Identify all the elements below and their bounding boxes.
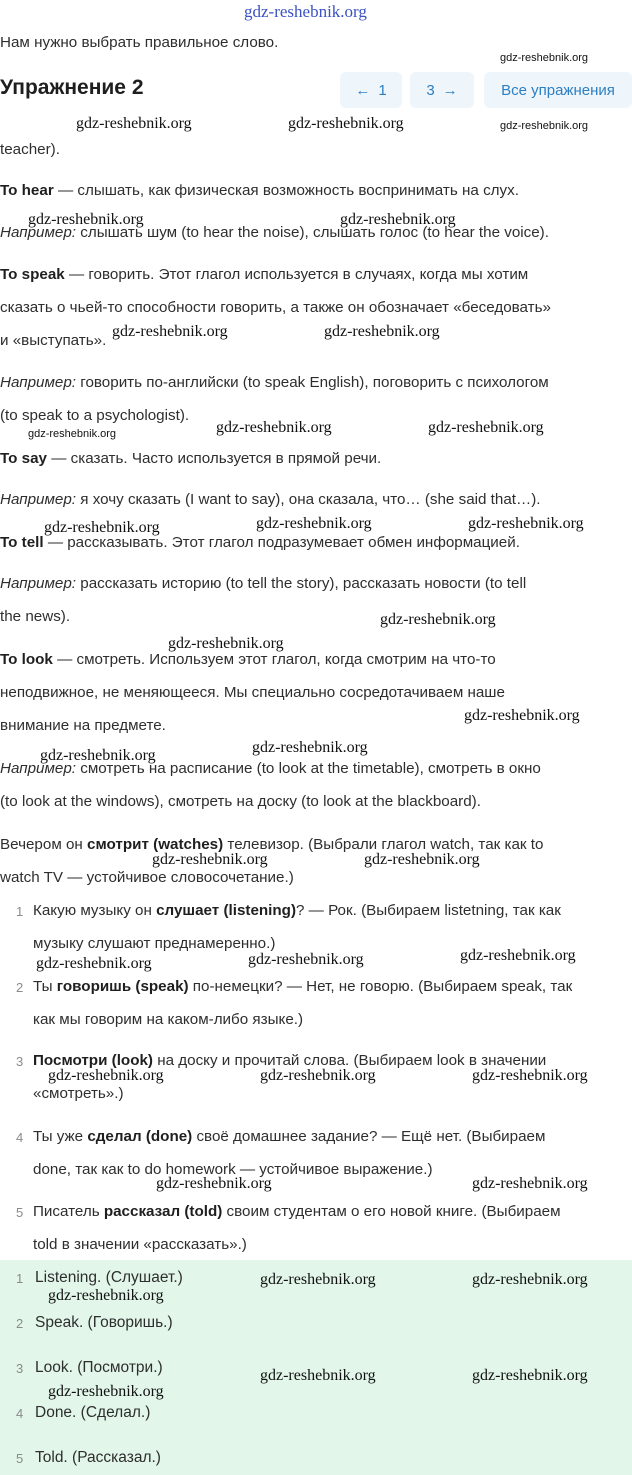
example-line — [0, 575, 526, 592]
text-part: своё домашнее задание? — Ещё нет. (Выбираем — [192, 1128, 546, 1145]
example-text: смотреть на расписание (to look at the timetable), смотреть в окно — [76, 760, 541, 777]
answer-number: 5 — [16, 1451, 24, 1466]
list-item-continuation: как мы говорим на каком-либо языке.) — [33, 1011, 304, 1028]
term-look: To look — [0, 651, 53, 668]
example-text: говорить по-английски (to speak English), поговорить с психологом — [76, 374, 549, 391]
watermark: gdz-reshebnik.org — [156, 1175, 272, 1192]
prev-exercise-label: 1 — [378, 81, 387, 99]
list-item — [33, 978, 572, 995]
highlight-word: сделал (done) — [87, 1128, 193, 1145]
watermark: gdz-reshebnik.org — [48, 1383, 164, 1400]
watermark: gdz-reshebnik.org — [252, 739, 368, 756]
watermark: gdz-reshebnik.org — [340, 211, 456, 228]
item-number: 5 — [16, 1205, 24, 1220]
text-line — [0, 450, 381, 467]
watermark: gdz-reshebnik.org — [500, 52, 589, 64]
answer-number: 2 — [16, 1316, 24, 1331]
answer-item: Listening. (Слушает.) — [35, 1269, 183, 1286]
watermark: gdz-reshebnik.org — [256, 515, 372, 532]
watermark: gdz-reshebnik.org — [468, 515, 584, 532]
watermark: gdz-reshebnik.org — [244, 2, 367, 21]
watermark: gdz-reshebnik.org — [48, 1287, 164, 1304]
watermark: gdz-reshebnik.org — [28, 211, 144, 228]
list-item — [33, 902, 561, 919]
definition: — слышать, как физическая возможность воспринимать на слух. — [53, 182, 519, 199]
text-line: внимание на предмете. — [0, 717, 166, 734]
text-part: по-немецки? — Нет, не говорю. (Выбираем speak, так — [188, 978, 573, 995]
watermark: gdz-reshebnik.org — [288, 115, 404, 132]
intro-text: Нам нужно выбрать правильное слово. — [0, 34, 279, 51]
list-item-continuation: музыку слушают преднамеренно.) — [33, 935, 276, 952]
text-line — [0, 182, 519, 199]
text-part: Писатель — [33, 1203, 104, 1220]
list-item — [33, 1128, 545, 1145]
list-item-continuation: «смотреть».) — [33, 1085, 124, 1102]
highlight-word: рассказал (told) — [103, 1203, 223, 1220]
watermark: gdz-reshebnik.org — [472, 1067, 588, 1084]
watermark: gdz-reshebnik.org — [324, 323, 440, 340]
text-line — [0, 266, 528, 283]
watermark: gdz-reshebnik.org — [472, 1175, 588, 1192]
watermark: gdz-reshebnik.org — [380, 611, 496, 628]
list-item-continuation: done, так как to do homework — устойчивое выражение.) — [33, 1161, 433, 1178]
text-line: watch TV — устойчивое словосочетание.) — [0, 869, 294, 886]
watermark: gdz-reshebnik.org — [248, 951, 364, 968]
text-line: teacher). — [0, 141, 60, 158]
item-number: 4 — [16, 1130, 24, 1145]
watermark: gdz-reshebnik.org — [216, 419, 332, 436]
watermark: gdz-reshebnik.org — [28, 428, 117, 440]
text-line: (to look at the windows), смотреть на доску (to look at the blackboard). — [0, 793, 481, 810]
watermark: gdz-reshebnik.org — [36, 955, 152, 972]
item-number: 2 — [16, 980, 24, 995]
answer-number: 1 — [16, 1271, 24, 1286]
arrow-right-icon: → — [442, 81, 458, 99]
watermark: gdz-reshebnik.org — [152, 851, 268, 868]
example-line — [0, 374, 549, 391]
answer-item: Done. (Сделал.) — [35, 1404, 151, 1421]
text-line: сказать о чьей-то способности говорить, а также он обозначает «беседовать» — [0, 299, 551, 316]
example-label: Например: — [0, 491, 77, 508]
watermark: gdz-reshebnik.org — [44, 519, 160, 536]
term-say: To say — [0, 450, 47, 467]
example-line — [0, 491, 540, 508]
watermark: gdz-reshebnik.org — [464, 707, 580, 724]
watermark: gdz-reshebnik.org — [472, 1367, 588, 1384]
watermark: gdz-reshebnik.org — [472, 1271, 588, 1288]
watermark: gdz-reshebnik.org — [260, 1367, 376, 1384]
highlight-word: говоришь (speak) — [56, 978, 189, 995]
watermark: gdz-reshebnik.org — [460, 947, 576, 964]
definition: — говорить. Этот глагол используется в случаях, когда мы хотим — [64, 266, 529, 283]
text-line — [0, 651, 496, 668]
example-label: Например: — [0, 760, 77, 777]
example-label: Например: — [0, 575, 77, 592]
watermark: gdz-reshebnik.org — [260, 1067, 376, 1084]
watermark: gdz-reshebnik.org — [364, 851, 480, 868]
all-exercises-label: Все упражнения — [501, 81, 615, 99]
text-part: своим студентам о его новой книге. (Выбираем — [222, 1203, 561, 1220]
watermark: gdz-reshebnik.org — [48, 1067, 164, 1084]
answer-number: 4 — [16, 1406, 24, 1421]
answer-item: Look. (Посмотри.) — [35, 1359, 163, 1376]
text-part: Ты — [33, 978, 57, 995]
watermark: gdz-reshebnik.org — [260, 1271, 376, 1288]
item-number: 3 — [16, 1054, 24, 1069]
example-label: Например: — [0, 374, 77, 391]
watermark: gdz-reshebnik.org — [40, 747, 156, 764]
list-item — [33, 1203, 561, 1220]
term-speak: To speak — [0, 266, 65, 283]
answer-item: Told. (Рассказал.) — [35, 1449, 161, 1466]
answer-number: 3 — [16, 1361, 24, 1376]
example-label: Например: — [0, 224, 77, 241]
next-exercise-label: 3 — [426, 81, 435, 99]
watermark: gdz-reshebnik.org — [168, 635, 284, 652]
term-tell: To tell — [0, 534, 44, 551]
watermark: gdz-reshebnik.org — [76, 115, 192, 132]
answer-item: Speak. (Говоришь.) — [35, 1314, 173, 1331]
arrow-left-icon: ← — [355, 81, 371, 99]
highlight-word: слушает (listening) — [156, 902, 296, 919]
definition: — рассказывать. Этот глагол подразумевает обмен информацией. — [43, 534, 520, 551]
exercise-title: Упражнение 2 — [0, 76, 144, 99]
item-number: 1 — [16, 904, 24, 919]
example-text: рассказать историю (to tell the story), рассказать новости (to tell — [76, 575, 527, 592]
highlight-word: Посмотри (look) — [33, 1052, 153, 1069]
example-text: я хочу сказать (I want to say), она сказала, что… (she said that…). — [76, 491, 541, 508]
watermark: gdz-reshebnik.org — [112, 323, 228, 340]
text-part: Какую музыку он — [33, 902, 157, 919]
all-exercises-button[interactable] — [484, 72, 632, 108]
watermark: gdz-reshebnik.org — [500, 120, 589, 132]
prev-exercise-button[interactable] — [340, 72, 402, 108]
watermark: gdz-reshebnik.org — [428, 419, 544, 436]
definition: — смотреть. Используем этот глагол, когда смотрим на что-то — [52, 651, 496, 668]
text-line: the news). — [0, 608, 71, 625]
list-item-continuation: told в значении «рассказать».) — [33, 1236, 247, 1253]
text-line: неподвижное, не меняющееся. Мы специально сосредотачиваем наше — [0, 684, 505, 701]
text-part: на доску и прочитай слова. (Выбираем look в значении — [152, 1052, 547, 1069]
definition: — сказать. Часто используется в прямой речи. — [47, 450, 382, 467]
term-hear: To hear — [0, 182, 54, 199]
next-exercise-button[interactable] — [410, 72, 474, 108]
text-line: и «выступать». — [0, 332, 107, 349]
highlight-word: смотрит (watches) — [87, 836, 224, 853]
text-part: Ты уже — [33, 1128, 88, 1145]
example-text: слышать шум (to hear the noise), слышать голос (to hear the voice). — [76, 224, 549, 241]
text-part: ? — Рок. (Выбираем listetning, так как — [296, 902, 561, 919]
text-line: (to speak to a psychologist). — [0, 407, 190, 424]
text-part: телевизор. (Выбрали глагол watch, так как to — [223, 836, 544, 853]
text-part: Вечером он — [0, 836, 88, 853]
